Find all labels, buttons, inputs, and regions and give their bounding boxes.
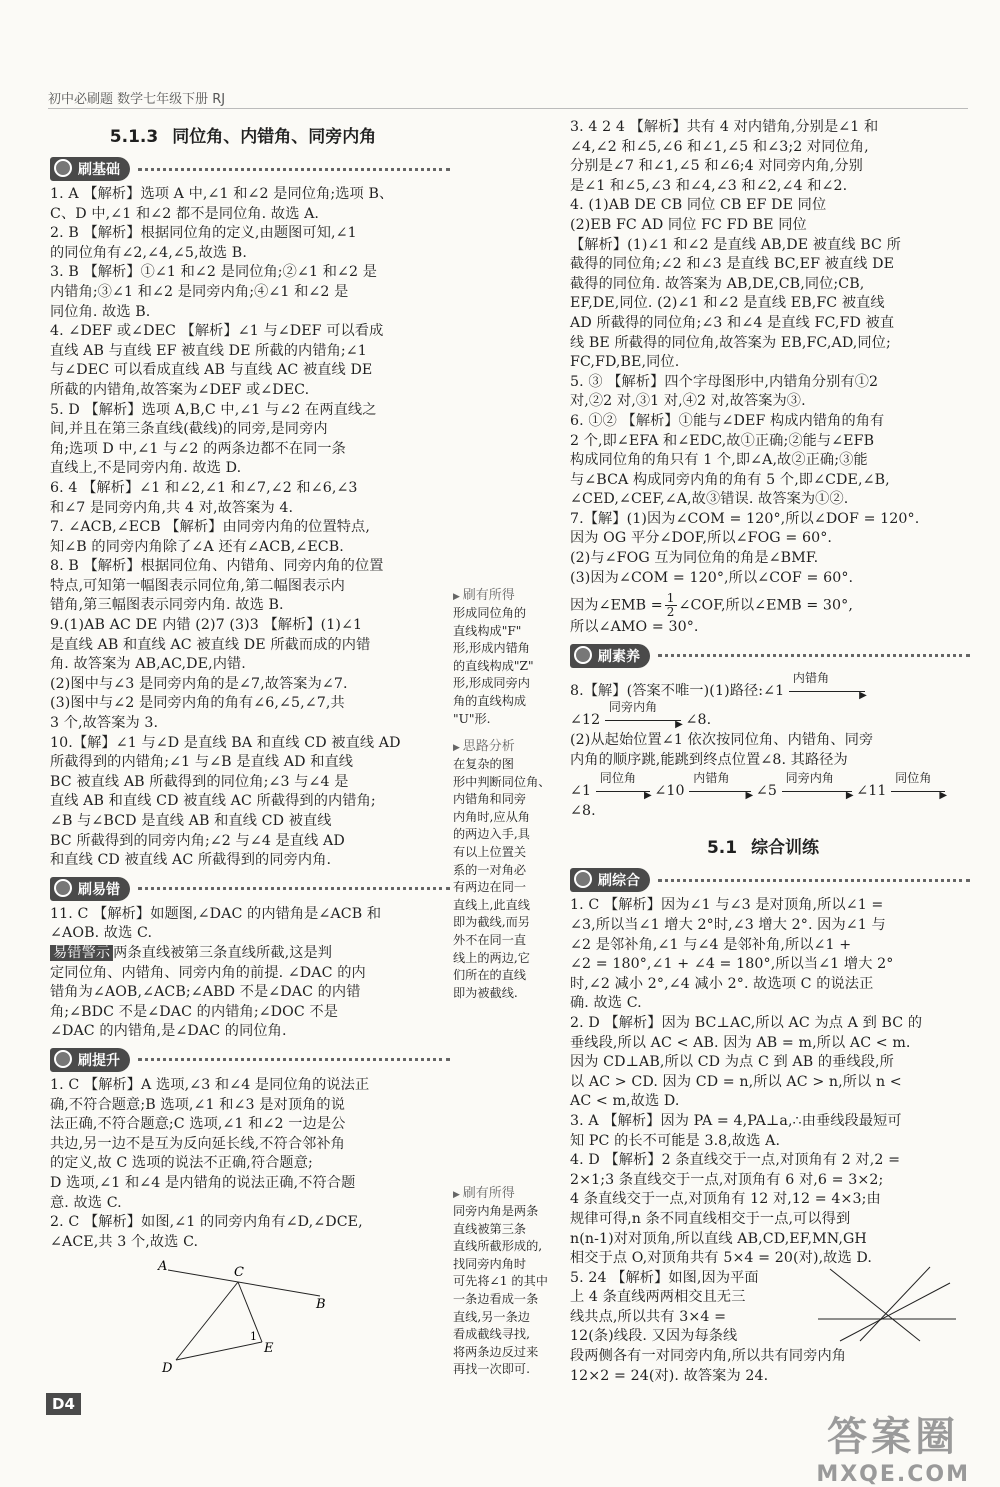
text-line: ∠B 与∠BCD 是直线 AB 和直线 CD 被直线: [50, 813, 332, 829]
text-line: 将两条边反过来: [453, 1344, 539, 1359]
path-arrow-1-label: 同位角: [599, 771, 637, 786]
text-line: 直线上,不是同旁内角. 故选 D.: [50, 460, 242, 477]
warn-label: 易错警示: [50, 945, 113, 961]
path-node-3: ∠5: [755, 783, 777, 800]
band-literacy: [570, 644, 970, 668]
q5-block: [570, 1269, 970, 1387]
band-improve: [50, 1048, 450, 1072]
path-node-1: ∠1: [570, 783, 592, 800]
text-line: 在复杂的图: [453, 757, 514, 771]
text-line: C、D 中,∠1 和∠2 都不是同位角. 故选 A.: [50, 205, 320, 222]
text-line: 共边,另一边不是互为反向延长线,不符合邻补角: [50, 1135, 345, 1152]
text-line: 上 4 条直线两两相交且无三: [570, 1289, 746, 1306]
error-answers: [50, 905, 450, 944]
text-line: 的同位角有∠2,∠4,∠5,故选 B.: [50, 244, 247, 261]
q8-arrow-1-label: 内错角: [792, 670, 830, 685]
text-line: 直线构成"F": [453, 623, 522, 638]
text-line: 2. C 【解析】如图,∠1 的同旁内角有∠D,∠DCE,: [50, 1214, 363, 1231]
text-line: 12×2 = 24(对). 故答案为 24.: [570, 1367, 769, 1384]
text-line: 规律可得,n 条不同直线相交于一点,可以得到: [570, 1210, 851, 1227]
comprehensive-answers: [570, 896, 970, 1268]
text-line: 线共点,所以共有 3×4 =: [570, 1308, 727, 1325]
text-line: 间,并且在第三条直线(截线)的同旁,是同旁内: [50, 421, 328, 438]
q8-line-2: [570, 700, 970, 731]
text-line: 线上的两边,它: [453, 950, 530, 965]
text-line: n(n-1)对对顶角,所以直线 AB,CD,EF,MN,GH: [570, 1230, 867, 1247]
side-note-1: [453, 584, 565, 728]
text-line: 意. 故选 C.: [50, 1194, 122, 1211]
path-arrow-1: 同位角 ▶: [596, 785, 650, 797]
text-line: 截得的同位角. 故答案为 AB,DE,CB,同位;CB,: [570, 275, 865, 292]
side-note-3-body: [453, 1203, 565, 1379]
text-line: ∠3,所以当∠1 增大 2°时,∠3 增大 2°. 因为∠1 与: [570, 917, 886, 933]
text-line: 5. ③ 【解析】四个字母图形中,内错角分别有①2: [570, 373, 879, 390]
warn-rest: [50, 964, 450, 1042]
text-line: 和∠7 是同旁内角,共 4 对,故答案为 4.: [50, 499, 294, 516]
section-title: [50, 118, 450, 151]
q8-arrow-2-label: 同旁内角: [608, 700, 658, 715]
text-line: 1. C 【解析】因为∠1 与∠3 是对顶角,所以∠1 =: [570, 897, 884, 914]
text-line: 错角,第三幅图表示同旁内角. 故选 B.: [50, 597, 284, 614]
text-line: (3)因为∠COM = 120°,所以∠COF = 60°.: [570, 569, 854, 586]
improve-answers: [50, 1076, 450, 1252]
text-line: 【解析】(1)∠1 和∠2 是直线 AB,DE 被直线 BC 所: [570, 236, 901, 253]
text-line: 2 个,即∠EFA 和∠EDC,故①正确;②能与∠EFB: [570, 432, 875, 449]
text-line: 找同旁内角时: [453, 1256, 527, 1271]
text-line: FC,FD,BE,同位.: [570, 354, 680, 371]
text-line: 知 PC 的长不可能是 3.8,故选 A.: [570, 1132, 781, 1149]
text-line: 2. D 【解析】因为 BC⊥AC,所以 AC 为点 A 到 BC 的: [570, 1014, 923, 1031]
text-line: 因为 OG 平分∠DOF,所以∠FOG = 60°.: [570, 530, 833, 547]
side-note-3: [453, 1182, 565, 1379]
text-line: 角. 故答案为 AB,AC,DE,内错.: [50, 656, 246, 673]
text-line: 直线 AB 与直线 EF 被直线 DE 所截的内错角;∠1: [50, 342, 367, 359]
text-line: (2)图中与∠3 是同旁内角的是∠7,故答案为∠7.: [50, 675, 348, 692]
text-line: 截得的同位角;∠2 和∠3 是直线 BC,EF 被直线 DE: [570, 256, 895, 273]
path-arrow-3: 同旁内角 ▶: [782, 785, 852, 797]
text-line: 1. C 【解析】A 选项,∠3 和∠4 是同位角的说法正: [50, 1076, 370, 1093]
band-error-label: 刷易错: [50, 877, 130, 901]
text-line: 构成同位角的角只有 1 个,即∠A,故②正确;③能: [570, 452, 868, 469]
text-line: 角的直线构成: [453, 693, 527, 708]
text-line: 同旁内角是两条: [453, 1204, 539, 1218]
text-line: 9.(1)AB AC DE 内错 (2)7 (3)3 【解析】(1)∠1: [50, 617, 363, 634]
text-line: (2)与∠FOG 互为同位角的角是∠BMF.: [570, 550, 819, 567]
page-number: D4: [46, 1393, 81, 1415]
band-literacy-label: 刷素养: [570, 644, 650, 668]
band-error: [50, 877, 450, 901]
text-line: 1. A 【解析】选项 A 中,∠1 和∠2 是同位角;选项 B、: [50, 186, 394, 202]
text-line: 形中判断同位角、: [453, 774, 551, 789]
text-line: 同位角. 故选 B.: [50, 303, 151, 320]
text-line: 2. B 【解析】根据同位角的定义,由题图可知,∠1: [50, 225, 357, 242]
text-line: ∠DAC 的内错角,是∠DAC 的同位角.: [50, 1023, 287, 1040]
side-note-2-title: ▶ 思路分析: [453, 735, 565, 754]
text-line: 7.【解】(1)因为∠COM = 120°,所以∠DOF = 120°.: [570, 510, 920, 527]
text-line: 角;∠BDC 不是∠DAC 的内错角;∠DOC 不是: [50, 1003, 339, 1020]
text-line: 以 AC > CD. 因为 CD = n,所以 AC > n,所以 n <: [570, 1073, 902, 1090]
text-line: 可先将∠1 的其中: [453, 1274, 548, 1289]
text-line: 定同位角、内错角、同旁内角的前提. ∠DAC 的内: [50, 964, 366, 981]
text-line: (3)图中与∠2 是同旁内角的角有∠6,∠5,∠7,共: [50, 695, 345, 712]
text-line: 与∠BCA 构成同旁内角的角有 5 个,即∠CDE,∠B,: [570, 471, 890, 488]
text-line: ∠CED,∠CEF,∠A,故③错误. 故答案为①②.: [570, 491, 849, 508]
text-line: 形,形成同旁内: [453, 676, 530, 691]
side-note-1-body: [453, 605, 565, 728]
text-line: 系的一对角必: [453, 862, 527, 877]
text-line: 段两侧各有一对同旁内角,所以共有同旁内角: [570, 1348, 847, 1365]
path-arrow-4-label: 同位角: [895, 771, 932, 786]
text-line: 5. 24 【解析】如图,因为平面: [570, 1269, 759, 1286]
section2-heading: 综合训练: [751, 838, 820, 859]
watermark-small: MXQE.COM: [816, 1462, 970, 1487]
q7-fraction: [665, 592, 677, 619]
path-arrow-4: 同位角 ▶: [891, 785, 945, 797]
q8-arrow-1: 内错角 ▶: [789, 685, 865, 697]
text-line: 确. 故选 C.: [570, 995, 642, 1012]
watermark: [816, 1405, 970, 1487]
text-line: AC < m,故选 D.: [570, 1093, 680, 1110]
text-line: 确,不符合题意;B 选项,∠1 和∠3 是对顶角的说: [50, 1096, 345, 1113]
text-line: 直线所截形成的,: [453, 1239, 543, 1254]
text-line: 的直线构成"Z": [453, 658, 534, 673]
text-line: 5. D 【解析】选项 A,B,C 中,∠1 与∠2 在两直线之: [50, 401, 377, 418]
q8-path: [570, 771, 970, 802]
q7-frac-post: ∠COF,所以∠EMB = 30°,: [678, 597, 853, 614]
four-lines-figure: [810, 1263, 960, 1343]
text-line: 所截得到的内错角;∠1 与∠B 是直线 AD 和直线: [50, 754, 354, 771]
right-column: [570, 118, 970, 1386]
text-line: 4. ∠DEF 或∠DEC 【解析】∠1 与∠DEF 可以看成: [50, 323, 384, 340]
text-line: 垂线段,所以 AC < AB. 因为 AB = m,所以 AC < m.: [570, 1034, 911, 1051]
side-note-2: [453, 735, 565, 1002]
text-line: 3. A 【解析】因为 PA = 4,PA⊥a,∴由垂线段最短可: [570, 1112, 902, 1129]
text-line: 相交于点 O,对顶角共有 5×4 = 20(对),故选 D.: [570, 1250, 872, 1267]
path-arrow-2: 内错角 ▶: [689, 785, 751, 797]
path-node-2: ∠10: [654, 783, 685, 800]
text-line: 内角时,应从角: [453, 809, 530, 824]
fig-label-C: C: [234, 1265, 244, 1281]
text-line: 10.【解】∠1 与∠D 是直线 BA 和直线 CD 被直线 AD: [50, 734, 401, 751]
text-line: 内错角和同旁: [453, 792, 527, 807]
text-line: 4 条直线交于一点,对顶角有 12 对,12 = 4×3;由: [570, 1191, 881, 1208]
text-line: D 选项,∠1 和∠4 是内错角的说法正确,不符合题: [50, 1174, 356, 1191]
text-line: (2)EB FC AD 同位 FC FD BE 同位: [570, 216, 807, 233]
text-line: 6. ①② 【解析】①能与∠DEF 构成内错角的角有: [570, 412, 885, 429]
text-line: 即为被截线.: [453, 985, 518, 1000]
text-line: 形,形成内错角: [453, 641, 530, 656]
q8-mid1: ∠12: [570, 712, 601, 729]
warn-line: [50, 944, 450, 964]
text-line: 2×1;3 条直线交于一点,对顶角有 6 对,6 = 3×2;: [570, 1171, 884, 1188]
text-line: 直线上,此直线: [453, 897, 530, 912]
text-line: ∠AOB. 故选 C.: [50, 925, 153, 942]
section-number: 5.1.3: [109, 127, 159, 147]
path-node-4: ∠11: [856, 783, 887, 800]
text-line: 因为 CD⊥AB,所以 CD 为点 C 到 AB 的垂线段,所: [570, 1054, 894, 1071]
text-line: 即为截线,而另: [453, 915, 530, 930]
text-line: 内错角;③∠1 和∠2 是同旁内角;④∠1 和∠2 是: [50, 283, 349, 300]
text-line: 有以上位置关: [453, 844, 527, 859]
band-basic-label: 刷基础: [50, 157, 130, 181]
text-line: 特点,可知第一幅图表示同位角,第二幅图表示内: [50, 577, 345, 594]
text-line: BC 所截得到的同旁内角;∠2 与∠4 是直线 AD: [50, 832, 345, 849]
text-line: ∠4,∠2 和∠5,∠6 和∠1,∠5 和∠3;2 对同位角,: [570, 138, 869, 155]
text-line: 错角为∠AOB,∠ACB;∠ABD 不是∠DAC 的内错: [50, 984, 361, 1001]
q7-frac-pre: 因为∠EMB =: [570, 597, 663, 614]
text-line: 直线 AB 和直线 CD 被直线 AC 所截得到的内错角;: [50, 793, 376, 810]
running-header: 初中必刷题 数学七年级下册 RJ: [48, 92, 226, 107]
text-line: 外不在同一直: [453, 932, 527, 947]
text-line: ∠2 是邻补角,∠1 与∠4 是邻补角,所以∠1 +: [570, 936, 852, 953]
frac-num: 1: [666, 591, 675, 606]
fig-label-1: 1: [250, 1330, 257, 1344]
path-arrow-3-label: 同旁内角: [785, 771, 835, 786]
text-line: 是直线 AB 和直线 AC 被直线 DE 所截而成的内错: [50, 636, 371, 653]
q8-end1: ∠8.: [685, 712, 712, 729]
text-line: 与∠DEC 可以看成直线 AB 与直线 AC 被直线 DE: [50, 362, 373, 379]
side-note-1-title: ▶ 刷有所得: [453, 584, 565, 603]
text-line: 一条边看成一条: [453, 1291, 539, 1306]
left-column: [50, 118, 450, 1378]
text-line: 8. B 【解析】根据同位角、内错角、同旁内角的位置: [50, 558, 384, 575]
watermark-big: 答案圈: [827, 1414, 960, 1460]
text-line: 和直线 CD 被直线 AC 所截得到的同旁内角.: [50, 852, 332, 869]
q8-head: 8.【解】(答案不唯一)(1)路径:∠1: [570, 682, 785, 699]
q7-last: 所以∠AMO = 30°.: [570, 619, 699, 636]
text-line: 7. ∠ACB,∠ECB 【解析】由同旁内角的位置特点,: [50, 519, 370, 536]
text-line: 再找一次即可.: [453, 1362, 530, 1377]
text-line: 角;选项 D 中,∠1 与∠2 的两条边都不在同一条: [50, 440, 346, 457]
section2-title: [570, 829, 970, 862]
path-arrow-2-label: 内错角: [693, 771, 730, 786]
text-line: "U"形.: [453, 711, 491, 726]
fig-label-A: A: [158, 1259, 168, 1275]
header-rule: [48, 108, 968, 109]
text-line: 知∠B 的同旁内角除了∠A 还有∠ACB,∠ECB.: [50, 538, 344, 555]
text-line: 11. C 【解析】如题图,∠DAC 的内错角是∠ACB 和: [50, 905, 382, 922]
text-line: 直线被第三条: [453, 1221, 527, 1236]
text-line: 法正确,不符合题意;C 选项,∠1 和∠2 一边是公: [50, 1116, 346, 1133]
text-line: 的定义,故 C 选项的说法不正确,符合题意;: [50, 1155, 313, 1172]
band-comprehensive: [570, 868, 970, 892]
band-basic: [50, 157, 450, 181]
text-line: 3. 4 2 4 【解析】共有 4 对内错角,分别是∠1 和: [570, 119, 879, 135]
text-line: ∠2 = 180°,∠1 + ∠4 = 180°,所以当∠1 增大 2°: [570, 956, 894, 973]
section-heading: 同位角、内错角、同旁内角: [172, 127, 377, 147]
text-line: 内角的顺序跳,能跳到终点位置∠8. 其路径为: [570, 751, 848, 768]
text-line: 12(条)线段. 又因为每条线: [570, 1328, 738, 1345]
text-line: 看成截线寻找,: [453, 1327, 530, 1342]
text-line: 形成同位角的: [453, 606, 527, 620]
text-line: 4. (1)AB DE CB 同位 CB EF DE 同位: [570, 197, 827, 214]
q8-end2: ∠8.: [570, 802, 596, 819]
text-line: (2)从起始位置∠1 依次按同位角、内错角、同旁: [570, 732, 874, 749]
text-line: 3. B 【解析】①∠1 和∠2 是同位角;②∠1 和∠2 是: [50, 264, 377, 281]
text-line: 线 BE 所截得的同位角,故答案为 EB,FC,AD,同位;: [570, 334, 891, 351]
fig-label-E: E: [264, 1341, 274, 1357]
text-line: 6. 4 【解析】∠1 和∠2,∠1 和∠7,∠2 和∠6,∠3: [50, 479, 358, 496]
frac-den: 2: [666, 605, 675, 620]
warn-first: 两条直线被第三条直线所截,这是判: [113, 944, 333, 961]
q7-fraction-line: [570, 592, 970, 618]
text-line: 3 个,故答案为 3.: [50, 715, 159, 732]
fig-label-D: D: [162, 1361, 173, 1375]
side-note-2-body: [453, 756, 565, 1002]
side-note-3-title: ▶ 刷有所得: [453, 1182, 565, 1201]
band-comprehensive-label: 刷综合: [570, 868, 650, 892]
band-improve-label: 刷提升: [50, 1048, 130, 1072]
section2-number: 5.1: [706, 838, 738, 859]
basic-answers: [50, 185, 450, 871]
text-line: EF,DE,同位. (2)∠1 和∠2 是直线 EB,FC 被直线: [570, 295, 885, 312]
text-line: 4. D 【解析】2 条直线交于一点,对顶角有 2 对,2 =: [570, 1152, 901, 1169]
text-line: 时,∠2 减小 2°,∠4 减小 2°. 故选项 C 的说法正: [570, 975, 874, 992]
text-line: 所截的内错角,故答案为∠DEF 或∠DEC.: [50, 381, 310, 398]
text-line: AD 所截得的同位角;∠3 和∠4 是直线 FC,FD 被直: [570, 314, 895, 331]
text-line: 对,②2 对,③1 对,④2 对,故答案为③.: [570, 393, 806, 410]
text-line: 直线,另一条边: [453, 1309, 530, 1324]
text-line: 是∠1 和∠5,∠3 和∠4,∠3 和∠2,∠4 和∠2.: [570, 177, 848, 194]
text-line: BC 被直线 AB 所截得到的同位角;∠3 与∠4 是: [50, 773, 349, 790]
text-line: 有两边在同一: [453, 880, 527, 895]
q8-arrow-2: 同旁内角 ▶: [605, 714, 681, 726]
triangle-figure: [150, 1256, 350, 1374]
fig-label-B: B: [316, 1297, 326, 1313]
text-line: ∠ACE,共 3 个,故选 C.: [50, 1233, 199, 1250]
text-line: 分别是∠7 和∠1,∠5 和∠6;4 对同旁内角,分别: [570, 158, 863, 175]
right-answers-a: [570, 118, 970, 588]
q8-text: [570, 731, 970, 770]
text-line: 们所在的直线: [453, 968, 527, 983]
text-line: 的两边入手,具: [453, 827, 530, 842]
